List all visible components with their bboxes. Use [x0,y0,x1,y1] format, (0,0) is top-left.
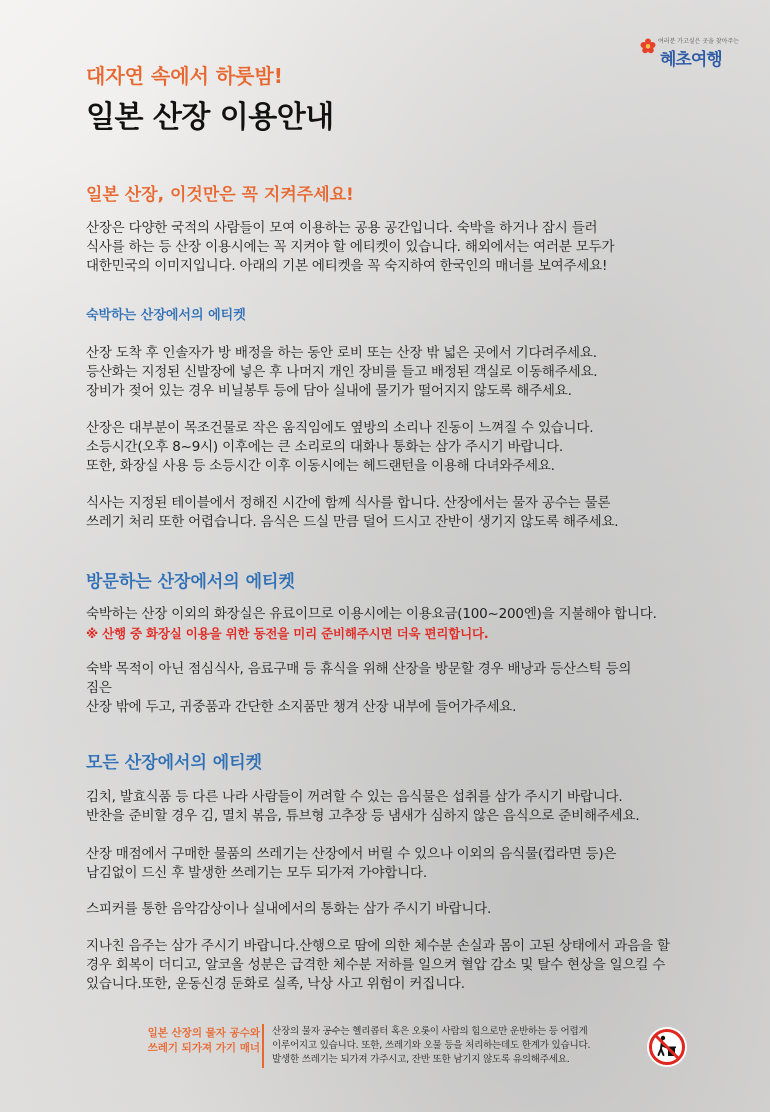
no-littering-icon [646,1026,688,1068]
visit-paragraph-1 [86,605,726,643]
text-line: 숙박하는 산장 이외의 화장실은 유료이므로 이용시에는 이용요금(100~200엔)을 지불해야 합니다. [86,606,657,622]
text-line: 지나친 음주는 삼가 주시기 바랍니다.산행으로 땀에 의한 체수분 손실과 몸이 고된 상태에서 과음을 할 [86,938,670,954]
flower-icon [640,38,656,54]
text-line: 짐은 [86,680,112,696]
logo-tagline: 여러분 가고싶은 곳을 찾아주는 [658,38,740,45]
section-heading-visit: 방문하는 산장에서의 에티켓 [86,572,295,592]
text-line: 등산화는 지정된 신발장에 넣은 후 나머지 개인 장비를 들고 배정된 객실로 이동해주세요. [86,364,598,380]
text-line: 있습니다.또한, 운동신경 둔화로 실족, 낙상 사고 위험이 커집니다. [86,976,465,992]
section-heading-all: 모든 산장에서의 에티켓 [86,753,263,773]
text-line: 경우 회복이 더디고, 알코올 성분은 급격한 체수분 저하를 일으켜 혈압 감소 및 탈수 현상을 일으킬 수 [86,957,666,973]
text-line: 산장 도착 후 인솔자가 방 배정을 하는 동안 로비 또는 산장 밖 넓은 곳에서 기다려주세요. [86,345,597,361]
footer-label-line: 쓰레기 되가져 가기 매너 [147,1042,260,1054]
all-paragraph-2 [86,845,726,883]
footer-text-line: 이루어지고 있습니다. 또한, 쓰레기와 오물 등을 처리하는데도 한계가 있습니다. [272,1040,591,1051]
stay-paragraph-2 [86,419,726,476]
footer-label [112,1026,260,1056]
footer-text [272,1025,590,1067]
page-kicker: 대자연 속에서 하룻밤! [86,64,283,88]
all-paragraph-1 [86,788,726,826]
visit-note: ※ 산행 중 화장실 이용을 위한 동전을 미리 준비해주시면 더욱 편리합니다. [86,626,489,641]
text-line: 산장은 대부분이 목조건물로 작은 움직임에도 옆방의 소리나 진동이 느껴질 수 있습니다. [86,420,594,436]
logo-brand: 혜초여행 [660,50,722,70]
visit-paragraph-2 [86,660,726,717]
text-line: 소등시간(오후 8~9시) 이후에는 큰 소리로의 대화나 통화는 삼가 주시기 바랍니다. [86,439,564,455]
footer-text-line: 발생한 쓰레기는 되가져 가주시고, 잔반 또한 남기지 않도록 유의해주세요. [272,1054,570,1065]
footer-note [0,1020,770,1080]
text-line: 장비가 젖어 있는 경우 비닐봉투 등에 담아 실내에 물기가 떨어지지 않도록 해주세요. [86,383,572,399]
text-line: 숙박 목적이 아닌 점심식사, 음료구매 등 휴식을 위해 산장을 방문할 경우 배낭과 등산스틱 등의 [86,661,632,677]
all-paragraph-4 [86,937,726,994]
text-line: 남김없이 드신 후 발생한 쓰레기는 모두 되가져 가야합니다. [86,865,427,881]
text-line: 산장 매점에서 구매한 물품의 쓰레기는 산장에서 버릴 수 있으나 이외의 음식물(컵라면 등)은 [86,846,617,862]
footer-divider [262,1024,264,1068]
text-line: 쓰레기 처리 또한 어렵습니다. 음식은 드실 만큼 덜어 드시고 잔반이 생기지 않도록 해주세요. [86,514,619,530]
intro-paragraph [86,219,726,276]
footer-text-line: 산장의 물자 공수는 헬리콥터 혹은 오롯이 사람의 힘으로만 운반하는 등 어렵게 [272,1026,588,1037]
text-line: 스피커를 통한 음악감상이나 실내에서의 통화는 삼가 주시기 바랍니다. [86,901,492,917]
page-title: 일본 산장 이용안내 [86,100,334,135]
stay-paragraph-1 [86,344,726,401]
brand-logo [640,34,740,70]
text-line: 대한민국의 이미지입니다. 아래의 기본 에티켓을 꼭 숙지하여 한국인의 매너를 보여주세요! [86,258,608,274]
text-line: 식사를 하는 등 산장 이용시에는 꼭 지켜야 할 에티켓이 있습니다. 해외에서는 여러분 모두가 [86,239,615,255]
section-heading-stay: 숙박하는 산장에서의 에티켓 [86,308,246,323]
text-line: 반찬을 준비할 경우 김, 멸치 볶음, 튜브형 고추장 등 냄새가 심하지 않은 음식으로 준비해주세요. [86,808,640,824]
footer-label-line: 일본 산장의 물자 공수와 [147,1027,260,1039]
all-paragraph-3 [86,900,726,919]
section-heading-intro: 일본 산장, 이것만은 꼭 지켜주세요! [86,185,354,205]
text-line: 또한, 화장실 사용 등 소등시간 이후 이동시에는 헤드랜턴을 이용해 다녀와주세요. [86,458,555,474]
stay-paragraph-3 [86,494,726,532]
text-line: 김치, 발효식품 등 다른 나라 사람들이 꺼려할 수 있는 음식물은 섭취를 삼가 주시기 바랍니다. [86,789,623,805]
text-line: 산장은 다양한 국적의 사람들이 모여 이용하는 공용 공간입니다. 숙박을 하거나 잠시 들러 [86,220,598,236]
text-line: 식사는 지정된 테이블에서 정해진 시간에 함께 식사를 합니다. 산장에서는 물자 공수는 물론 [86,495,611,511]
text-line: 산장 밖에 두고, 귀중품과 간단한 소지품만 챙겨 산장 내부에 들어가주세요. [86,699,517,715]
